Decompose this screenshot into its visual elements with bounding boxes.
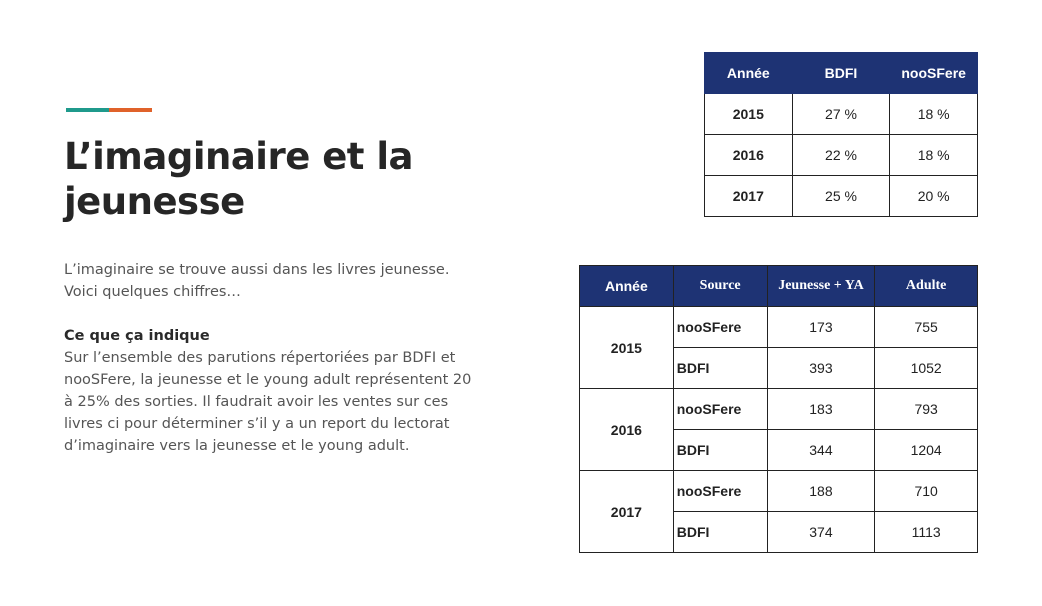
adulte-cell: 1204 xyxy=(875,430,978,471)
header-adulte: Adulte xyxy=(875,266,978,307)
adulte-cell: 793 xyxy=(875,389,978,430)
header-annee: Année xyxy=(580,266,674,307)
jeunesse-cell: 173 xyxy=(767,307,875,348)
table-row xyxy=(580,471,978,512)
jeunesse-cell: 183 xyxy=(767,389,875,430)
table-row xyxy=(705,135,978,176)
year-cell: 2016 xyxy=(580,389,674,471)
counts-table xyxy=(579,265,978,553)
bdfi-cell: 25 % xyxy=(792,176,890,217)
header-noosfere: nooSFere xyxy=(890,53,978,94)
table-row xyxy=(580,389,978,430)
year-cell: 2017 xyxy=(580,471,674,553)
jeunesse-cell: 344 xyxy=(767,430,875,471)
explanation-paragraph: Sur l’ensemble des parutions répertoriées par BDFI et nooSFere, la jeunesse et le young adult représentent 20 à 25% des sorties. Il faudrait avoir les ventes sur ces livres ci pour déterminer s’il y a un report du lectorat d’imaginaire vers la jeunesse et le young adult. xyxy=(64,350,472,454)
source-cell: BDFI xyxy=(673,430,767,471)
body-text xyxy=(64,259,474,457)
percent-table xyxy=(704,52,978,217)
percent-table-header-row xyxy=(705,53,978,94)
header-annee: Année xyxy=(705,53,793,94)
year-cell: 2016 xyxy=(705,135,793,176)
adulte-cell: 755 xyxy=(875,307,978,348)
source-cell: nooSFere xyxy=(673,471,767,512)
adulte-cell: 710 xyxy=(875,471,978,512)
counts-table-header-row xyxy=(580,266,978,307)
noosfere-cell: 20 % xyxy=(890,176,978,217)
header-jeunesse-ya: Jeunesse + YA xyxy=(767,266,875,307)
jeunesse-cell: 374 xyxy=(767,512,875,553)
spacer xyxy=(64,303,474,325)
jeunesse-cell: 393 xyxy=(767,348,875,389)
year-cell: 2015 xyxy=(705,94,793,135)
source-cell: nooSFere xyxy=(673,389,767,430)
bdfi-cell: 22 % xyxy=(792,135,890,176)
jeunesse-cell: 188 xyxy=(767,471,875,512)
subheading: Ce que ça indique xyxy=(64,328,210,344)
table-row xyxy=(580,307,978,348)
noosfere-cell: 18 % xyxy=(890,94,978,135)
source-cell: BDFI xyxy=(673,348,767,389)
accent-teal-segment xyxy=(66,108,109,112)
year-cell: 2017 xyxy=(705,176,793,217)
adulte-cell: 1052 xyxy=(875,348,978,389)
accent-orange-segment xyxy=(109,108,152,112)
table-row xyxy=(705,176,978,217)
source-cell: nooSFere xyxy=(673,307,767,348)
intro-text: L’imaginaire se trouve aussi dans les livres jeunesse. Voici quelques chiffres… xyxy=(64,262,450,300)
table-row xyxy=(705,94,978,135)
title-accent-bar xyxy=(66,108,152,112)
header-bdfi: BDFI xyxy=(792,53,890,94)
source-cell: BDFI xyxy=(673,512,767,553)
year-cell: 2015 xyxy=(580,307,674,389)
bdfi-cell: 27 % xyxy=(792,94,890,135)
header-source: Source xyxy=(673,266,767,307)
page-title: L’imaginaire et la jeunesse xyxy=(64,135,414,223)
adulte-cell: 1113 xyxy=(875,512,978,553)
noosfere-cell: 18 % xyxy=(890,135,978,176)
